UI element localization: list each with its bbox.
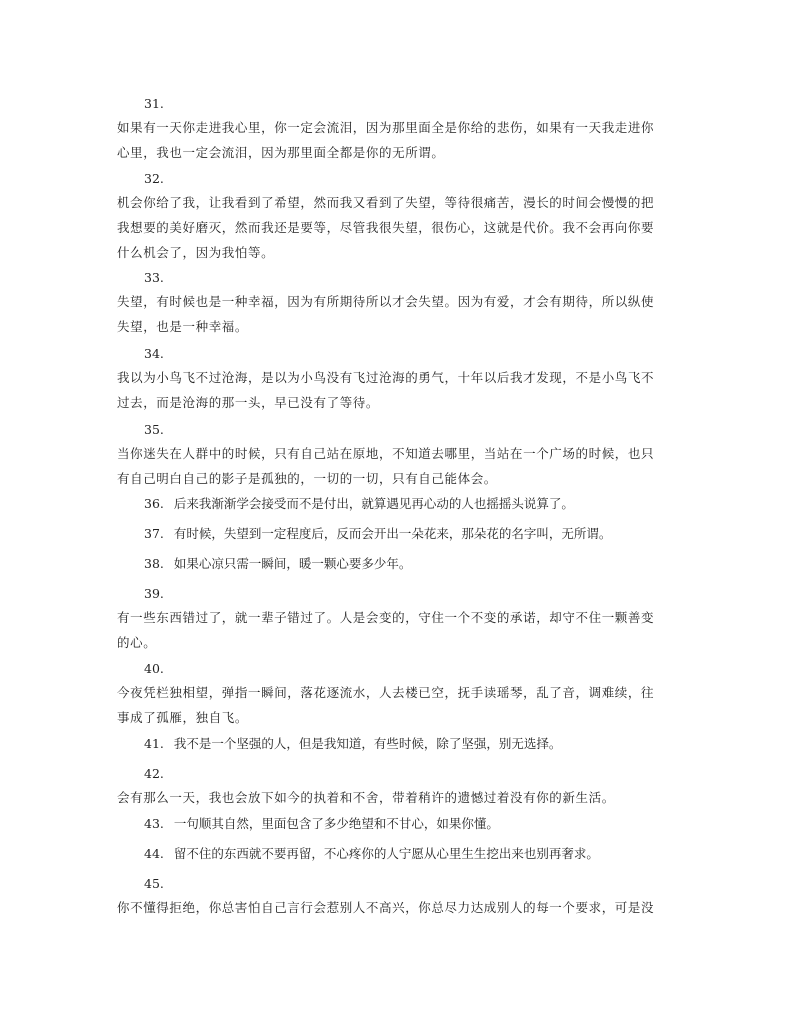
item-text-line: 失望，有时候也是一种幸福，因为有所期待所以才会失望。因为有爱，才会有期待，所以纵使 xyxy=(117,294,655,309)
item-number: 32. xyxy=(144,171,164,186)
item-text-line: 事成了孤雁，独自飞。 xyxy=(117,710,249,725)
item-text-line: 如果有一天你走进我心里，你一定会流泪，因为那里面全是你给的悲伤，如果有一天我走进你 xyxy=(117,120,655,135)
list-item xyxy=(117,844,677,864)
list-item xyxy=(117,94,677,168)
item-number: 44. xyxy=(144,846,164,861)
item-text-line: 什么机会了，因为我怕等。 xyxy=(117,245,275,260)
item-text-line: 有自己明白自己的影子是孤独的，一切的一切，只有自己能体会。 xyxy=(117,471,497,486)
item-text-line: 当你迷失在人群中的时候，只有自己站在原地，不知道去哪里，当站在一个广场的时候，也只 xyxy=(117,446,655,461)
list-item xyxy=(117,420,677,494)
list-item xyxy=(117,344,677,418)
list-item xyxy=(117,814,677,834)
item-number: 39. xyxy=(144,586,164,601)
list-item xyxy=(117,734,677,754)
item-text-line: 失望，也是一种幸福。 xyxy=(117,319,249,334)
item-text-line: 你不懂得拒绝，你总害怕自己言行会惹别人不高兴，你总尽力达成别人的每一个要求，可是没 xyxy=(117,900,655,915)
list-item xyxy=(117,764,677,813)
list-item xyxy=(117,169,677,268)
item-number: 34. xyxy=(144,346,164,361)
item-number: 37. xyxy=(144,526,164,541)
item-text-line: 有一些东西错过了，就一辈子错过了。人是会变的，守住一个不变的承诺，却守不住一颗善变 xyxy=(117,610,655,625)
item-number: 35. xyxy=(144,422,164,437)
item-text-line: 机会你给了我，让我看到了希望，然而我又看到了失望，等待很痛苦，漫长的时间会慢慢的把 xyxy=(117,195,655,210)
list-item xyxy=(117,584,677,658)
item-text: 后来我渐渐学会接受而不是付出，就算遇见再心动的人也摇摇头说算了。 xyxy=(173,496,574,511)
list-item xyxy=(117,268,677,342)
item-number: 45. xyxy=(144,876,164,891)
item-text: 我不是一个坚强的人，但是我知道，有些时候，除了坚强，别无选择。 xyxy=(173,736,562,751)
list-item xyxy=(117,554,677,574)
item-text-line: 过去，而是沧海的那一头，早已没有了等待。 xyxy=(117,395,380,410)
list-item xyxy=(117,659,677,733)
item-text-line: 心里，我也一定会流泪，因为那里面全都是你的无所谓。 xyxy=(117,145,445,160)
item-number: 38. xyxy=(144,556,164,571)
item-text-line: 会有那么一天，我也会放下如今的执着和不舍，带着稍许的遗憾过着没有你的新生活。 xyxy=(117,790,615,805)
item-number: 41. xyxy=(144,736,164,751)
item-text-line: 我想要的美好磨灭，然而我还是要等，尽管我很失望，很伤心，这就是代价。我不会再向你要 xyxy=(117,220,655,235)
list-item xyxy=(117,494,677,514)
item-number: 36. xyxy=(144,496,164,511)
item-text: 一句顺其自然，里面包含了多少绝望和不甘心，如果你懂。 xyxy=(173,816,499,831)
item-text-line: 我以为小鸟飞不过沧海，是以为小鸟没有飞过沧海的勇气，十年以后我才发现，不是小鸟飞不 xyxy=(117,370,655,385)
item-number: 33. xyxy=(144,270,164,285)
item-number: 42. xyxy=(144,766,164,781)
item-text: 如果心凉只需一瞬间，暖一颗心要多少年。 xyxy=(173,556,412,571)
item-text-line: 今夜凭栏独相望，弹指一瞬间，落花逐流水，人去楼已空，抚手读瑶琴，乱了音，调难续，往 xyxy=(117,685,655,700)
item-text: 留不住的东西就不要再留，不心疼你的人宁愿从心里生生挖出来也别再奢求。 xyxy=(173,846,599,861)
item-number: 40. xyxy=(144,661,164,676)
item-text-line: 的心。 xyxy=(117,635,157,650)
item-text: 有时候，失望到一定程度后，反而会开出一朵花来，那朵花的名字叫，无所谓。 xyxy=(173,526,612,541)
item-number: 31. xyxy=(144,96,164,111)
list-item xyxy=(117,524,677,544)
item-number: 43. xyxy=(144,816,164,831)
list-item xyxy=(117,874,677,923)
